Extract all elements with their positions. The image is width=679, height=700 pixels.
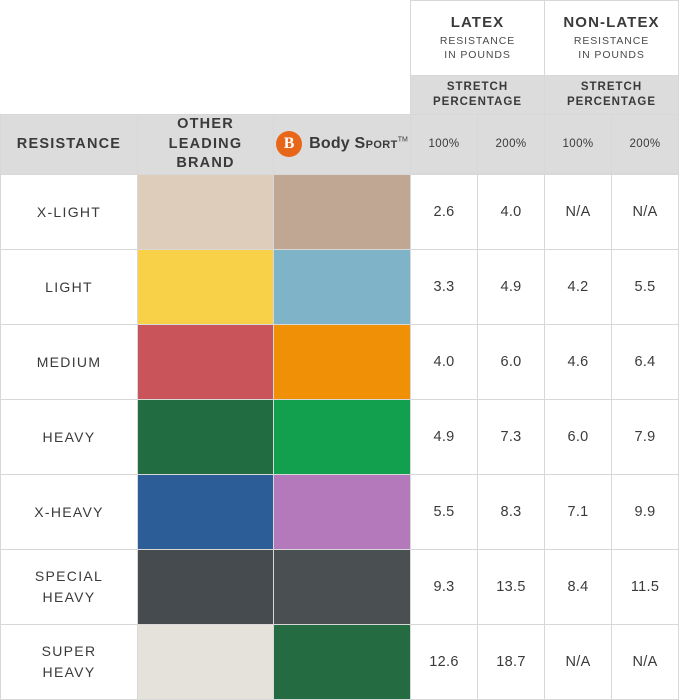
stretch-header-non-latex-line1: STRETCH: [580, 81, 643, 94]
table-row: [1, 399, 679, 474]
other-brand-color-swatch: [138, 174, 274, 249]
value-non-latex-100: 7.1: [545, 474, 612, 549]
other-brand-color-swatch: [138, 249, 274, 324]
spacer-cell-body-sport: [274, 1, 411, 115]
stretch-header-latex-line1: STRETCH: [446, 81, 509, 94]
body-sport-color-swatch: [274, 174, 411, 249]
value-non-latex-200: 9.9: [612, 474, 679, 549]
body-sport-color-swatch: [274, 399, 411, 474]
table-row: [1, 249, 679, 324]
row-label-line1: LIGHT: [45, 278, 93, 295]
row-label-line1: HEAVY: [42, 428, 96, 445]
value-non-latex-100: 4.6: [545, 324, 612, 399]
group-header-non-latex: [545, 1, 679, 76]
value-latex-200: 4.0: [478, 174, 545, 249]
value-latex-200: 7.3: [478, 399, 545, 474]
column-header-latex-200: 200%: [478, 115, 545, 174]
table-row: [1, 549, 679, 624]
body-sport-wordmark: [309, 135, 408, 153]
row-label-line2: HEAVY: [42, 588, 96, 605]
other-brand-color-swatch: [138, 549, 274, 624]
value-latex-100: 5.5: [411, 474, 478, 549]
value-latex-200: 6.0: [478, 324, 545, 399]
row-label-medium: [1, 324, 138, 399]
group-header-latex: [411, 1, 545, 76]
column-header-resistance-label: RESISTANCE: [16, 135, 122, 152]
group-subtitle-non-latex-line2: IN POUNDS: [578, 49, 645, 62]
row-label-x-light: [1, 174, 138, 249]
value-latex-100: 4.9: [411, 399, 478, 474]
value-non-latex-100: 6.0: [545, 399, 612, 474]
brand-trademark: TM: [397, 137, 408, 145]
group-title-non-latex: NON-LATEX: [563, 14, 660, 32]
value-latex-200: 8.3: [478, 474, 545, 549]
value-latex-200: 4.9: [478, 249, 545, 324]
spacer-cell-resistance: [1, 1, 138, 115]
body-sport-color-swatch: [274, 474, 411, 549]
other-brand-color-swatch: [138, 324, 274, 399]
header-row-groups: [1, 1, 679, 76]
row-label-light: [1, 249, 138, 324]
body-sport-color-swatch: [274, 549, 411, 624]
other-brand-line1: OTHER: [177, 116, 234, 132]
other-brand-color-swatch: [138, 399, 274, 474]
value-non-latex-200: 11.5: [612, 549, 679, 624]
brand-name-caps: Sport: [354, 135, 398, 153]
body-sport-color-swatch: [274, 249, 411, 324]
value-latex-200: 18.7: [478, 624, 545, 699]
value-latex-100: 3.3: [411, 249, 478, 324]
value-latex-100: 2.6: [411, 174, 478, 249]
other-brand-line2: LEADING: [168, 135, 243, 152]
row-label-line1: SUPER: [41, 643, 97, 660]
value-non-latex-100: N/A: [545, 624, 612, 699]
row-label-line1: SPECIAL: [34, 568, 104, 585]
column-header-body-sport: [274, 115, 411, 175]
spacer-cell-other-brand: [138, 1, 274, 115]
value-non-latex-100: N/A: [545, 174, 612, 249]
group-subtitle-latex-line2: IN POUNDS: [444, 49, 511, 62]
value-non-latex-200: N/A: [612, 624, 679, 699]
value-non-latex-100: 4.2: [545, 249, 612, 324]
row-label-line1: X-LIGHT: [36, 203, 102, 220]
table-row: [1, 324, 679, 399]
other-brand-line3: BRAND: [176, 155, 235, 172]
row-label-line1: X-HEAVY: [34, 503, 104, 520]
group-title-latex: LATEX: [450, 14, 505, 32]
table-row: [1, 174, 679, 249]
value-latex-100: 9.3: [411, 549, 478, 624]
header-row-columns: [1, 115, 679, 174]
stretch-header-latex-line2: PERCENTAGE: [432, 96, 523, 108]
row-label-x-heavy: [1, 474, 138, 549]
value-latex-200: 13.5: [478, 549, 545, 624]
column-header-other-brand: [138, 115, 274, 175]
group-subtitle-latex-line1: RESISTANCE: [439, 35, 516, 48]
other-brand-color-swatch: [138, 474, 274, 549]
group-subtitle-non-latex-line1: RESISTANCE: [573, 35, 650, 48]
row-label-heavy: [1, 399, 138, 474]
body-sport-color-swatch: [274, 624, 411, 699]
body-sport-color-swatch: [274, 324, 411, 399]
value-non-latex-200: 7.9: [612, 399, 679, 474]
body-sport-logo-icon: B: [276, 131, 302, 157]
value-non-latex-200: N/A: [612, 174, 679, 249]
row-label-line2: HEAVY: [42, 663, 96, 680]
brand-name-bold: Body: [309, 135, 355, 153]
column-header-non-latex-100: 100%: [545, 115, 612, 174]
stretch-header-non-latex-line2: PERCENTAGE: [567, 96, 657, 108]
value-latex-100: 12.6: [411, 624, 478, 699]
column-header-latex-100: 100%: [411, 115, 478, 174]
value-non-latex-200: 5.5: [612, 249, 679, 324]
row-label-line1: MEDIUM: [36, 353, 102, 370]
value-non-latex-200: 6.4: [612, 324, 679, 399]
column-header-non-latex-200: 200%: [612, 115, 679, 174]
row-label-super-heavy: [1, 624, 138, 699]
table-row: [1, 624, 679, 699]
row-label-special-heavy: [1, 549, 138, 624]
stretch-header-latex: [411, 76, 545, 115]
stretch-header-non-latex: [545, 76, 679, 115]
value-latex-100: 4.0: [411, 324, 478, 399]
table-row: [1, 474, 679, 549]
value-non-latex-100: 8.4: [545, 549, 612, 624]
other-brand-color-swatch: [138, 624, 274, 699]
column-header-resistance: [1, 115, 138, 175]
